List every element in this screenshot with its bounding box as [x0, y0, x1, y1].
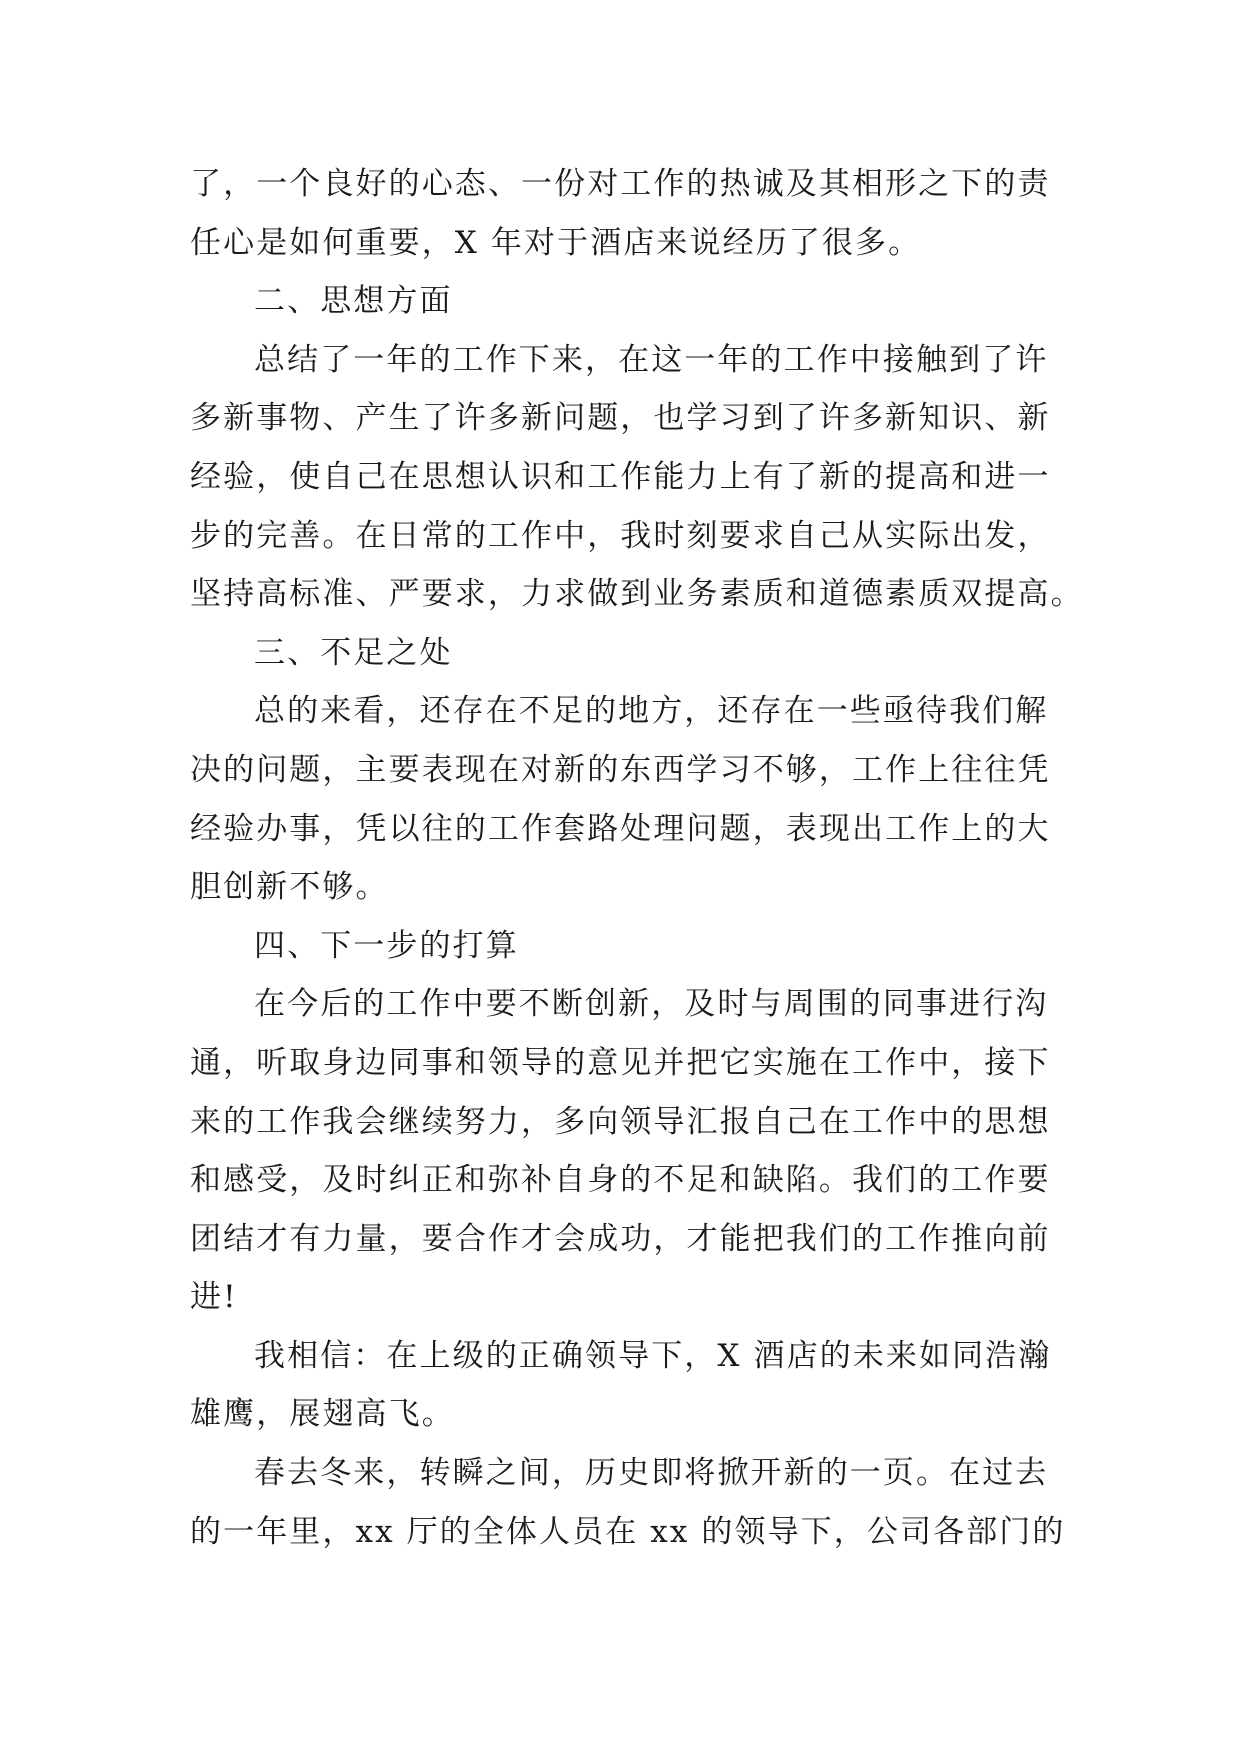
text-line: 进!: [190, 1279, 238, 1316]
text-line: 和感受，及时纠正和弥补自身的不足和缺陷。我们的工作要: [190, 1162, 1051, 1199]
section-heading: 四、下一步的打算: [254, 927, 519, 964]
text-line: 雄鹰，展翅高飞。: [190, 1396, 455, 1433]
text-line: 步的完善。在日常的工作中，我时刻要求自己从实际出发，: [190, 517, 1051, 554]
text-line: 通，听取身边同事和领导的意见并把它实施在工作中，接下: [190, 1044, 1051, 1081]
text-line: 任心是如何重要，X 年对于酒店来说经历了很多。: [190, 224, 922, 261]
text-line: 经验，使自己在思想认识和工作能力上有了新的提高和进一: [190, 458, 1051, 495]
section-heading: 二、思想方面: [254, 283, 453, 320]
text-line: 团结才有力量，要合作才会成功，才能把我们的工作推向前: [190, 1220, 1051, 1257]
text-line: 我相信：在上级的正确领导下，X 酒店的未来如同浩瀚: [254, 1337, 1052, 1374]
text-line: 坚持高标准、严要求，力求做到业务素质和道德素质双提高。: [190, 576, 1084, 613]
text-line: 来的工作我会继续努力，多向领导汇报自己在工作中的思想: [190, 1103, 1051, 1140]
text-line: 在今后的工作中要不断创新，及时与周围的同事进行沟: [254, 986, 1049, 1023]
section-heading: 三、不足之处: [254, 634, 453, 671]
text-line: 春去冬来，转瞬之间，历史即将掀开新的一页。在过去: [254, 1455, 1049, 1492]
text-line: 总的来看，还存在不足的地方，还存在一些亟待我们解: [254, 693, 1049, 730]
text-line: 总结了一年的工作下来，在这一年的工作中接触到了许: [254, 341, 1049, 378]
text-line: 经验办事，凭以往的工作套路处理问题，表现出工作上的大: [190, 810, 1051, 847]
text-line: 了，一个良好的心态、一份对工作的热诚及其相形之下的责: [190, 166, 1051, 202]
text-line: 决的问题，主要表现在对新的东西学习不够，工作上往往凭: [190, 751, 1051, 788]
text-line: 多新事物、产生了许多新问题，也学习到了许多新知识、新: [190, 400, 1051, 437]
text-line: 胆创新不够。: [190, 869, 389, 906]
text-line: 的一年里，xx 厅的全体人员在 xx 的领导下，公司各部门的: [190, 1513, 1066, 1550]
document-body: [190, 155, 1084, 1561]
